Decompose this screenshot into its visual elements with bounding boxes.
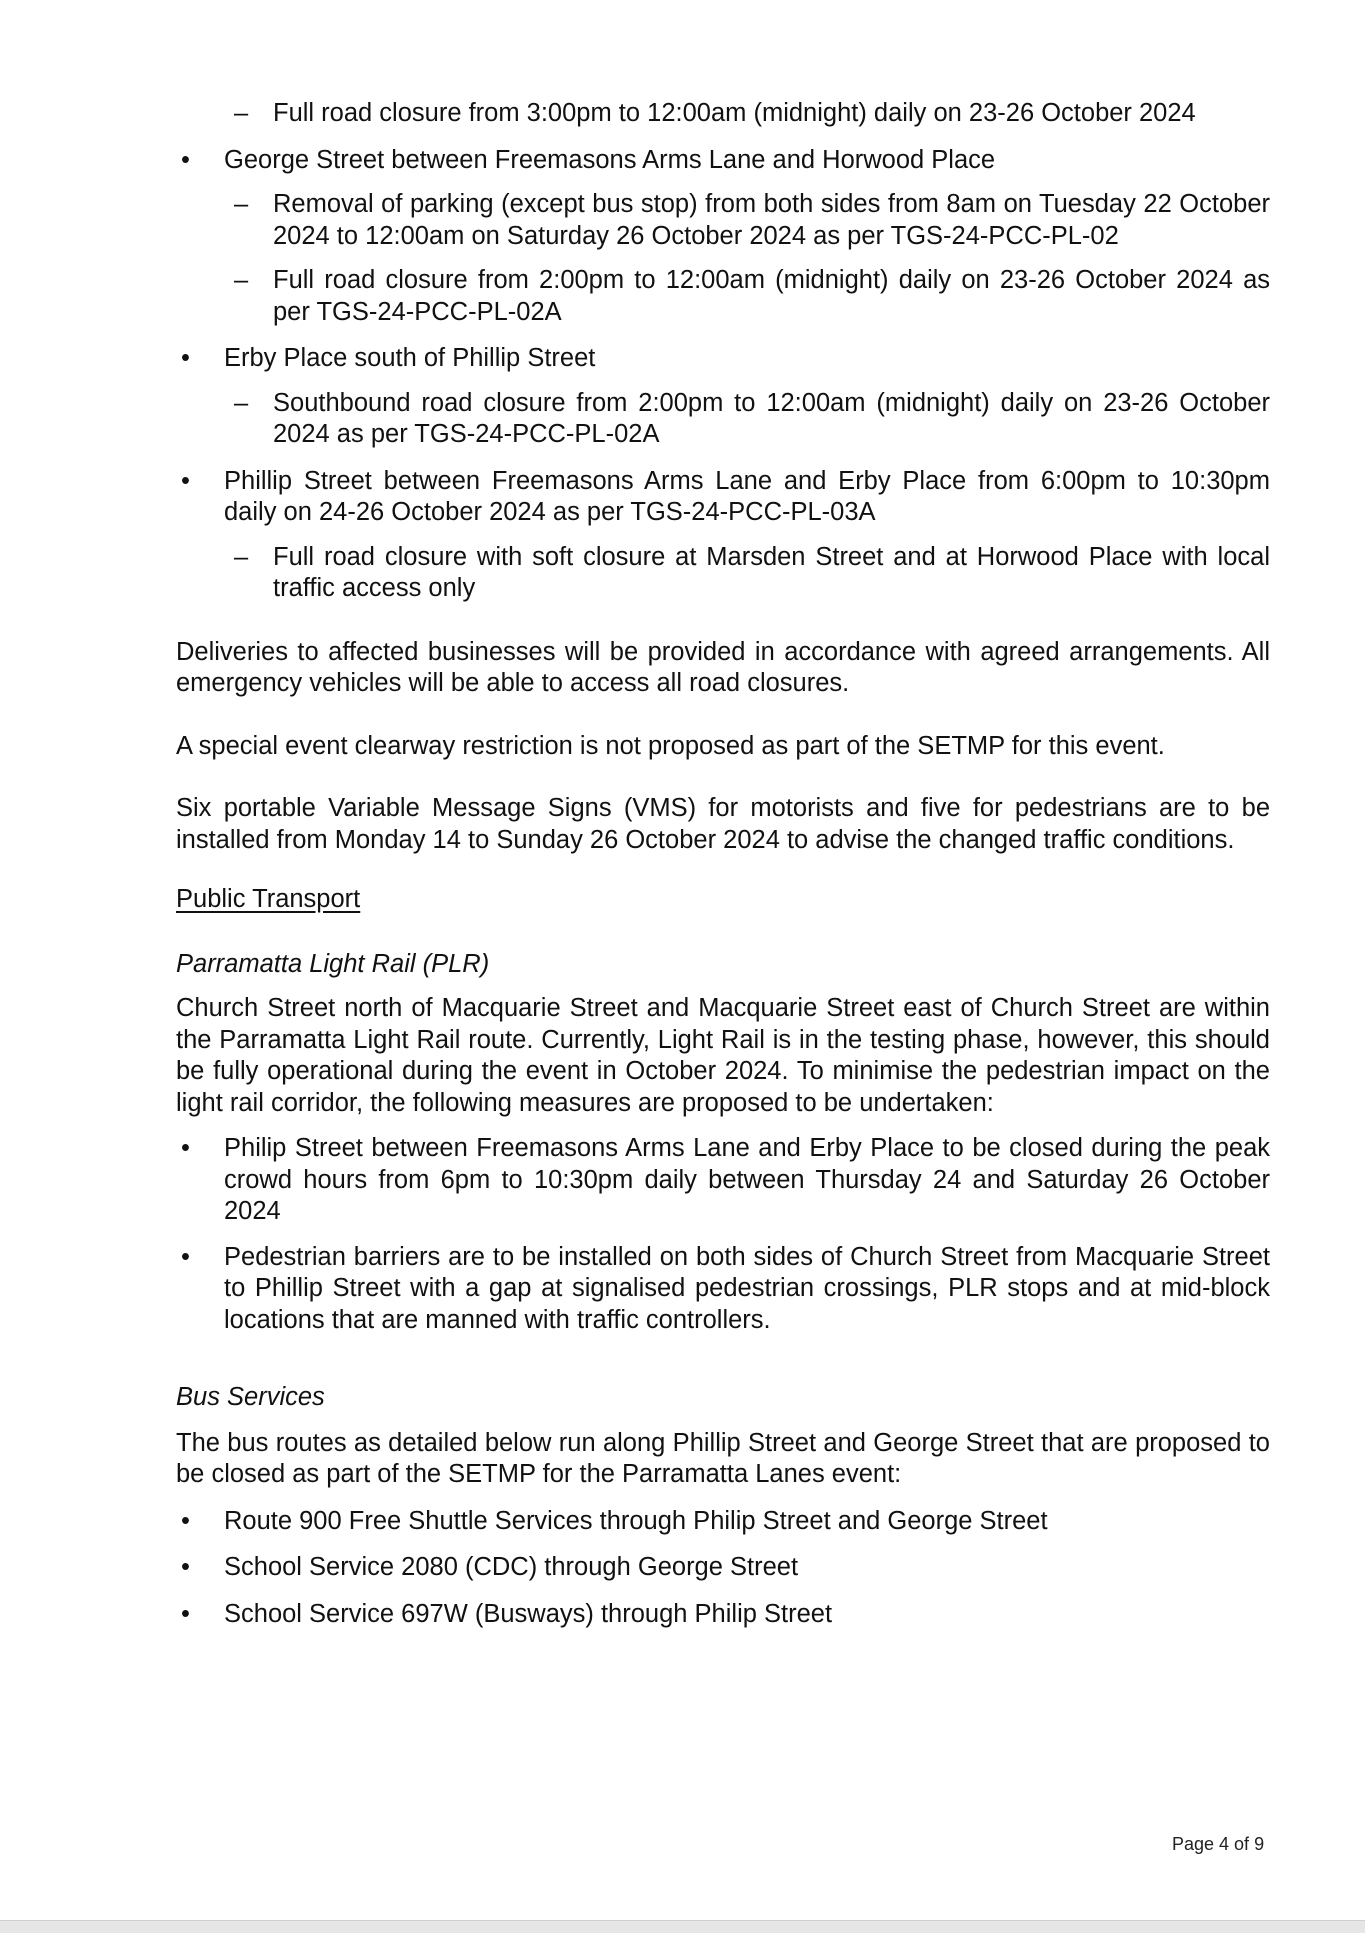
bullet-item (176, 466, 1270, 529)
sub-item-text: Southbound road closure from 2:00pm to 12:00am (midnight) daily on 23-26 October 2024 as per TGS-24-PCC-PL-02A (273, 388, 1270, 448)
bullet-marker: • (181, 466, 190, 495)
bullet-item-text: Erby Place south of Phillip Street (224, 344, 596, 372)
bullet-item (176, 1552, 1270, 1584)
bullet-item-text: School Service 2080 (CDC) through George Street (224, 1553, 799, 1581)
sub-item-text: Removal of parking (except bus stop) from both sides from 8am on Tuesday 22 October 2024 to 12:00am on Saturday 26 October 2024 as per TGS-24-PCC-PL-02 (273, 190, 1270, 250)
page-bottom-edge (0, 1920, 1365, 1933)
bullet-marker: • (181, 344, 190, 372)
sub-item-text: Full road closure from 2:00pm to 12:00am (midnight) daily on 23-26 October 2024 as per TGS-24-PCC-PL-02A (273, 266, 1270, 326)
bullet-item-text: Phillip Street between Freemasons Arms Lane and Erby Place from 6:00pm to 10:30pm daily on 24-26 October 2024 as per TGS-24-PCC-PL-03A (224, 466, 1270, 526)
bullet-item-text: George Street between Freemasons Arms Lane and Horwood Place (224, 145, 996, 174)
subsection-heading: Parramatta Light Rail (PLR) (176, 949, 490, 978)
bullet-marker: • (181, 1599, 190, 1628)
dash-marker: – (234, 266, 249, 294)
bullet-item-text: Philip Street between Freemasons Arms Lane and Erby Place to be closed during the peak crowd hours from 6pm to 10:30pm daily between Thursday 24 and Saturday 26 October 2024 (224, 1134, 1270, 1225)
subsection-heading: Bus Services (176, 1383, 325, 1411)
bullet-marker: • (181, 1134, 190, 1162)
sub-item (176, 265, 1270, 328)
bullet-marker: • (181, 1506, 190, 1535)
bullet-item (176, 1506, 1270, 1538)
bullet-item-text: Pedestrian barriers are to be installed on both sides of Church Street from Macquarie Street to Phillip Street with a gap at signalised pedestrian crossings, PLR stops and at mid-block locations that are manned with traffic controllers. (224, 1242, 1270, 1334)
paragraph: The bus routes as detailed below run along Phillip Street and George Street that are proposed to be closed as part of the SETMP for the Parramatta Lanes event: (176, 1428, 1270, 1488)
bullet-marker: • (181, 1242, 190, 1271)
sub-item (176, 189, 1270, 252)
bullet-item-text: School Service 697W (Busways) through Philip Street (224, 1599, 833, 1628)
paragraph: Deliveries to affected businesses will be provided in accordance with agreed arrangements. All emergency vehicles will be able to access all road closures. (176, 637, 1270, 697)
dash-marker: – (234, 388, 249, 417)
bullet-marker: • (181, 145, 190, 174)
paragraph: A special event clearway restriction is not proposed as part of the SETMP for this event. (176, 731, 1165, 760)
bullet-marker: • (181, 1553, 190, 1581)
sub-item (176, 542, 1270, 605)
section-heading: Public Transport (176, 885, 361, 913)
bullet-item (176, 1133, 1270, 1228)
page-body (176, 98, 1270, 1630)
bullet-item (176, 145, 1270, 177)
paragraph: Church Street north of Macquarie Street and Macquarie Street east of Church Street are within the Parramatta Light Rail route. Currently, Light Rail is in the testing phase, however, this should be fully operational during the event in October 2024. To minimise the pedestrian impact on the light rail corridor, the following measures are proposed to be undertaken: (176, 994, 1270, 1117)
sub-item (176, 388, 1270, 451)
sub-item-text: Full road closure from 3:00pm to 12:00am (midnight) daily on 23-26 October 2024 (273, 99, 1196, 127)
bullet-item (176, 343, 1270, 375)
sub-item (176, 98, 1270, 130)
bullet-item-text: Route 900 Free Shuttle Services through Philip Street and George Street (224, 1506, 1048, 1535)
dash-marker: – (234, 542, 249, 571)
sub-item-text: Full road closure with soft closure at Marsden Street and at Horwood Place with local traffic access only (273, 542, 1270, 602)
dash-marker: – (234, 99, 249, 127)
bullet-item (176, 1599, 1270, 1631)
paragraph: Six portable Variable Message Signs (VMS) for motorists and five for pedestrians are to be installed from Monday 14 to Sunday 26 October 2024 to advise the changed traffic conditions. (176, 794, 1270, 854)
bullet-item (176, 1242, 1270, 1337)
dash-marker: – (234, 190, 249, 218)
page-number: Page 4 of 9 (1172, 1834, 1265, 1854)
